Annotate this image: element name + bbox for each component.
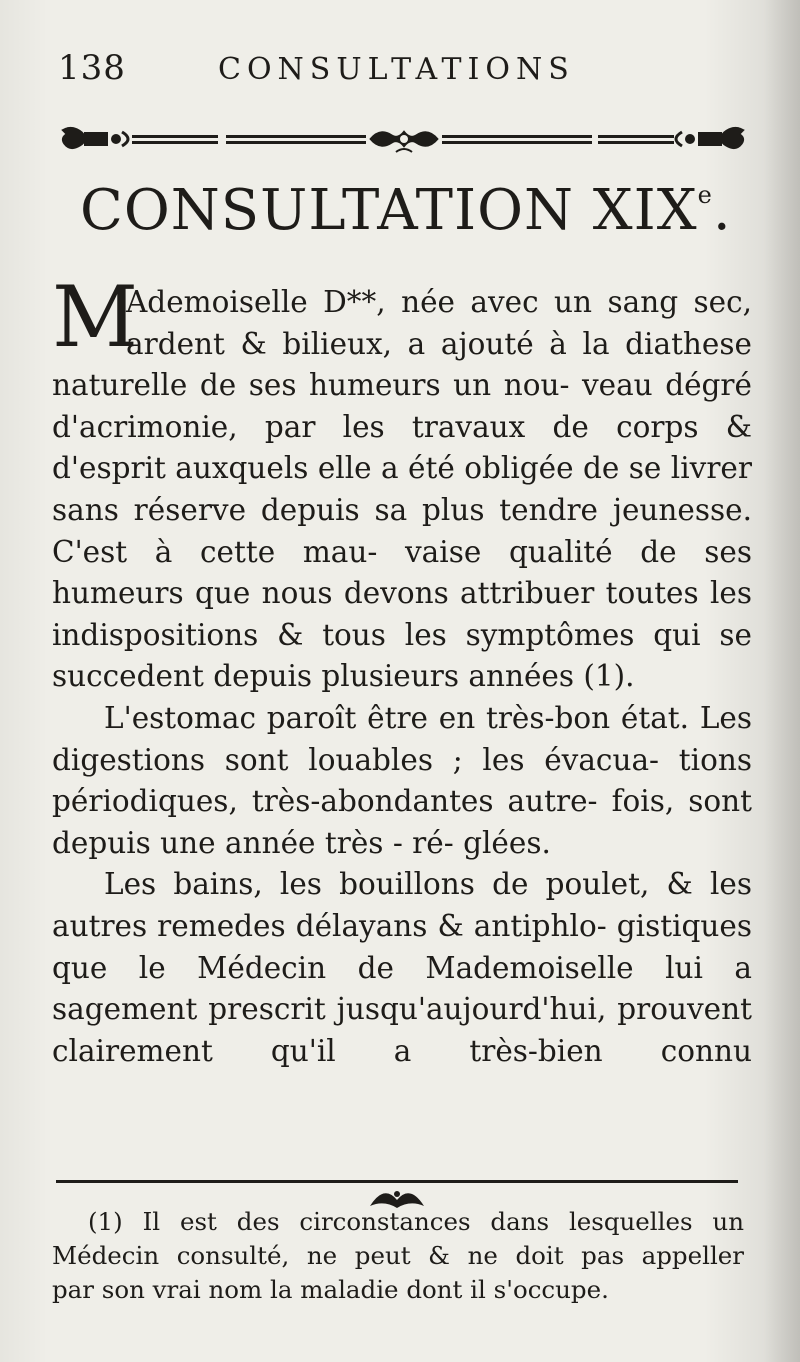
p1-line-2: sang sec, ardent & bilieux, a ajouté à la xyxy=(126,285,752,361)
p1-line-6: obligée de se livrer sans réserve depuis sa xyxy=(52,451,752,527)
p3-line-1: Les bains, les bouillons de poulet, & xyxy=(104,867,693,902)
chapter-heading xyxy=(80,178,760,243)
p2-line-5: glées. xyxy=(463,825,551,860)
p3-line-2: les autres remedes délayans & antiphlo- xyxy=(52,867,752,943)
p2-line-3: tions périodiques, très-abondantes autre- xyxy=(52,742,752,819)
page-edge-shadow xyxy=(764,0,800,1362)
p1-line-1: Ademoiselle D**, née avec un xyxy=(126,285,593,319)
p2-line-2: Les digestions sont louables ; les évacua- xyxy=(52,700,752,777)
page-number: 138 xyxy=(58,48,126,88)
p1-line-7: plus tendre jeunesse. C'est à cette mau- xyxy=(52,492,752,569)
running-title: CONSULTATIONS xyxy=(218,52,575,87)
running-head xyxy=(58,48,748,92)
paragraph-1 xyxy=(52,268,752,698)
p1-line-10: & tous les symptômes qui se succedent xyxy=(52,617,752,694)
p2-line-4: fois, sont depuis une année très - ré- xyxy=(52,784,752,860)
drop-cap: M xyxy=(52,268,139,366)
footnote xyxy=(52,1205,744,1307)
p3-line-3: gistiques que le Médecin de Mademoiselle xyxy=(52,908,752,985)
paragraph-3 xyxy=(52,864,752,1072)
body-text xyxy=(52,268,752,1072)
footnote-line-1: (1) Il est des circonstances dans lesquelles un xyxy=(88,1207,744,1236)
footnote-line-2: Médecin consulté, ne peut & ne doit pas appeller xyxy=(52,1241,744,1270)
p1-line-8: vaise qualité de ses humeurs que nous xyxy=(52,534,752,611)
chapter-title: CONSULTATION XIX xyxy=(80,178,698,243)
p1-line-9: devons attribuer toutes les indispositions xyxy=(52,576,752,652)
paragraph-2 xyxy=(52,698,752,864)
p3-line-5: prouvent clairement qu'il a très-bien connu xyxy=(52,992,752,1068)
p1-line-5: de corps & d'esprit auxquels elle a été xyxy=(52,409,752,486)
p2-line-1: L'estomac paroît être en très-bon état. xyxy=(104,700,690,735)
p1-line-11: depuis plusieurs années (1). xyxy=(213,659,635,694)
ordinal-suffix: e xyxy=(697,181,713,209)
p3-line-4: lui a sagement prescrit jusqu'aujourd'hui, xyxy=(52,950,752,1027)
ornamental-rule xyxy=(58,122,748,162)
p1-line-4: veau dégré d'acrimonie, par les travaux xyxy=(52,368,752,444)
heading-period: . xyxy=(712,178,732,243)
p1-line-3: diathese naturelle de ses humeurs un nou- xyxy=(52,326,752,403)
footnote-line-3: par son vrai nom la maladie dont il s'occupe. xyxy=(52,1275,609,1304)
